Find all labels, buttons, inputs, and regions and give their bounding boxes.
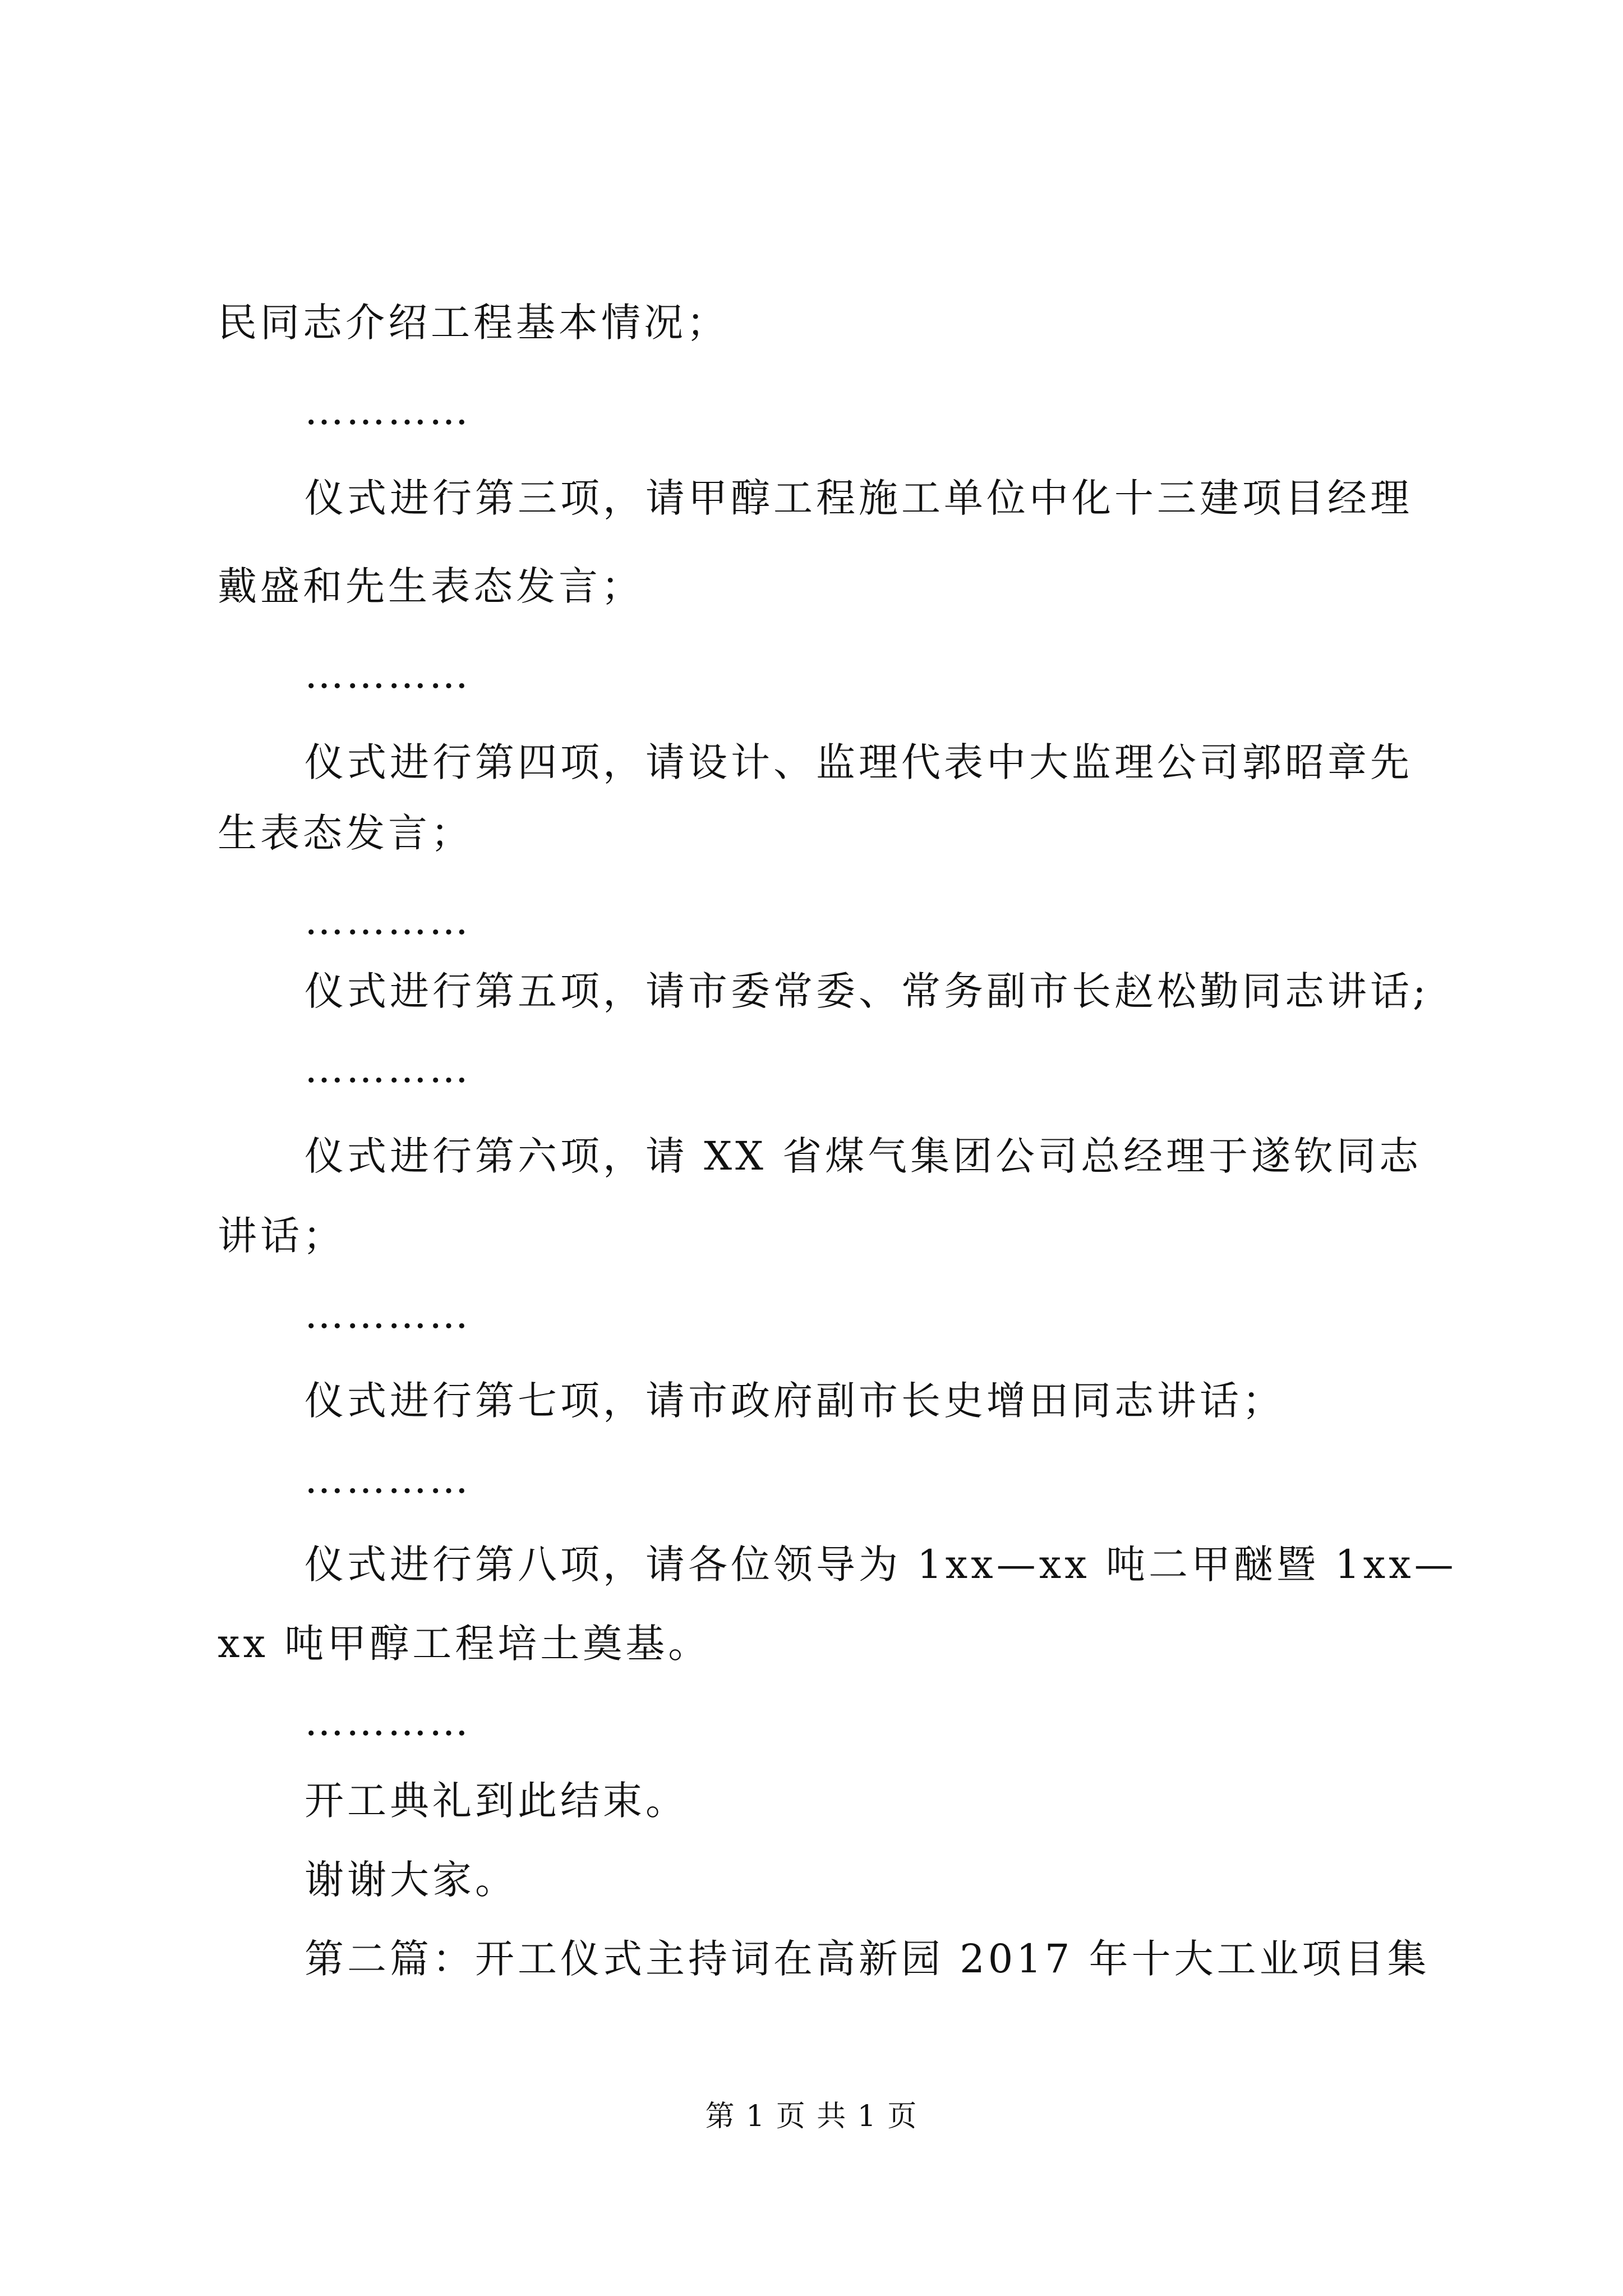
text-line: 仪式进行第五项，请市委常委、常务副市长赵松勤同志讲话; [305,968,1430,1014]
ellipsis-line: ………… [305,1046,471,1092]
text-line: 仪式进行第七项，请市政府副市长史增田同志讲话； [305,1378,1285,1424]
text-line: 仪式进行第八项，请各位领导为 1xx—xx 吨二甲醚暨 1xx— [305,1542,1457,1588]
ellipsis-line: ………… [305,1291,471,1337]
text-line: 开工典礼到此结束。 [305,1778,688,1824]
text-line: 仪式进行第四项，请设计、监理代表中大监理公司郭昭章先 [305,739,1413,785]
text-line: xx 吨甲醇工程培土奠基。 [218,1621,711,1667]
text-line: 戴盛和先生表态发言； [218,563,644,609]
ellipsis-line: ………… [305,1699,471,1745]
ellipsis-line: ………… [305,1456,471,1502]
text-line: 讲话； [218,1213,345,1259]
ellipsis-line: ………… [305,651,471,697]
ellipsis-line: ………… [305,388,471,434]
text-line: 第二篇：开工仪式主持词在高新园 2017 年十大工业项目集 [305,1936,1430,1982]
text-line: 仪式进行第三项，请甲醇工程施工单位中化十三建项目经理 [305,475,1413,521]
text-line: 生表态发言； [218,810,473,856]
text-line: 民同志介绍工程基本情况； [218,300,729,346]
page-number-footer: 第 1 页 共 1 页 [705,2100,918,2133]
text-line: 仪式进行第六项，请 XX 省煤气集团公司总经理于遂钦同志 [305,1133,1422,1179]
text-line: 谢谢大家。 [305,1857,518,1903]
ellipsis-line: ………… [305,898,471,944]
